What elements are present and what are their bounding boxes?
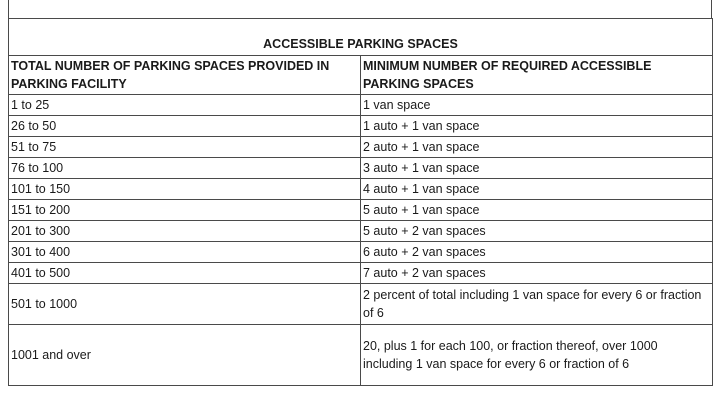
- required-spaces-cell: 2 auto + 1 van space: [361, 137, 713, 158]
- table-row: [9, 221, 713, 242]
- total-spaces-cell: 76 to 100: [9, 158, 361, 179]
- table-row: [9, 284, 713, 325]
- table-row: [9, 158, 713, 179]
- required-spaces-cell: 7 auto + 2 van spaces: [361, 263, 713, 284]
- required-spaces-cell: 1 auto + 1 van space: [361, 116, 713, 137]
- required-spaces-cell: 5 auto + 1 van space: [361, 200, 713, 221]
- table-row: [9, 325, 713, 386]
- column-header-required-spaces: MINIMUM NUMBER OF REQUIRED ACCESSIBLE PARKING SPACES: [361, 56, 713, 95]
- table-row: [9, 200, 713, 221]
- total-spaces-cell: 501 to 1000: [9, 284, 361, 325]
- total-spaces-cell: 26 to 50: [9, 116, 361, 137]
- required-spaces-cell: 3 auto + 1 van space: [361, 158, 713, 179]
- total-spaces-cell: 301 to 400: [9, 242, 361, 263]
- total-spaces-cell: 101 to 150: [9, 179, 361, 200]
- required-spaces-cell: 1 van space: [361, 95, 713, 116]
- total-spaces-cell: 51 to 75: [9, 137, 361, 158]
- table-frame-right-edge: [711, 0, 712, 18]
- total-spaces-cell: 201 to 300: [9, 221, 361, 242]
- table-header-row: [9, 56, 713, 95]
- table-frame-left-edge: [8, 0, 9, 18]
- parking-table-container: [8, 18, 712, 386]
- required-spaces-cell: 4 auto + 1 van space: [361, 179, 713, 200]
- table-title-row: [9, 19, 713, 56]
- table-row: [9, 116, 713, 137]
- table-row: [9, 179, 713, 200]
- accessible-parking-table: [8, 18, 713, 386]
- total-spaces-cell: 151 to 200: [9, 200, 361, 221]
- required-spaces-cell: 5 auto + 2 van spaces: [361, 221, 713, 242]
- required-spaces-cell: 2 percent of total including 1 van space for every 6 or fraction of 6: [361, 284, 713, 325]
- table-title: ACCESSIBLE PARKING SPACES: [9, 19, 713, 56]
- table-row: [9, 95, 713, 116]
- total-spaces-cell: 401 to 500: [9, 263, 361, 284]
- total-spaces-cell: 1 to 25: [9, 95, 361, 116]
- table-row: [9, 263, 713, 284]
- table-row: [9, 137, 713, 158]
- column-header-total-spaces: TOTAL NUMBER OF PARKING SPACES PROVIDED IN PARKING FACILITY: [9, 56, 361, 95]
- table-row: [9, 242, 713, 263]
- required-spaces-cell: 6 auto + 2 van spaces: [361, 242, 713, 263]
- total-spaces-cell: 1001 and over: [9, 325, 361, 386]
- required-spaces-cell: 20, plus 1 for each 100, or fraction thereof, over 1000 including 1 van space for every 6 or fraction of 6: [361, 325, 713, 386]
